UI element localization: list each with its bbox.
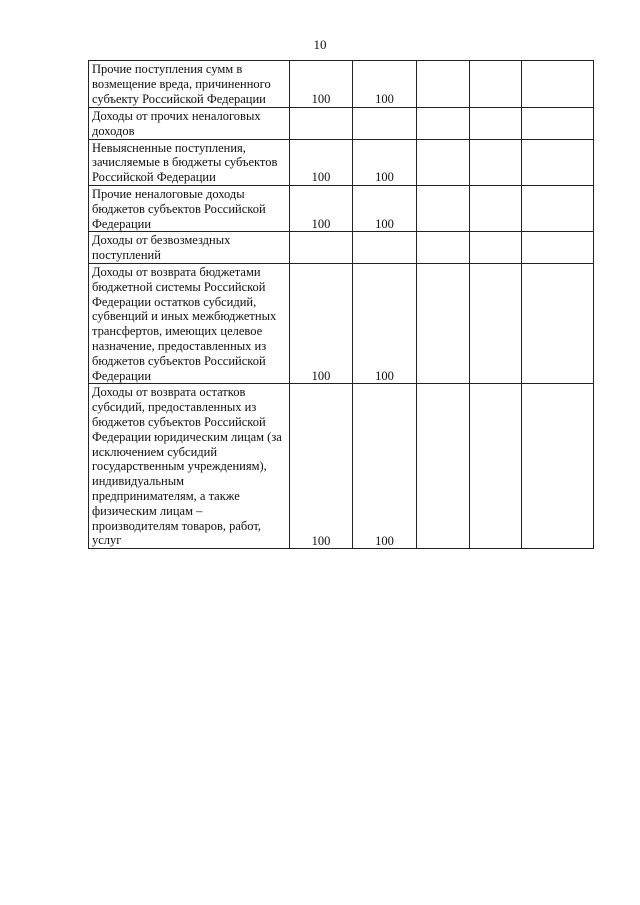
row-value: 100	[353, 185, 417, 231]
row-value	[290, 232, 353, 264]
row-value	[470, 61, 522, 108]
row-value	[470, 232, 522, 264]
row-name: Прочие неналоговые доходы бюджетов субъектов Российской Федерации	[89, 185, 290, 231]
row-value: 100	[290, 139, 353, 185]
row-value	[522, 232, 594, 264]
row-value	[522, 384, 594, 549]
row-value: 100	[290, 384, 353, 549]
row-value	[417, 263, 470, 383]
table-row	[89, 185, 594, 231]
row-value	[290, 108, 353, 140]
row-value	[522, 108, 594, 140]
row-value: 100	[290, 61, 353, 108]
row-value: 100	[353, 61, 417, 108]
row-value: 100	[353, 384, 417, 549]
row-value	[417, 185, 470, 231]
row-name: Прочие поступления сумм в возмещение вреда, причиненного субъекту Российской Федерации	[89, 61, 290, 108]
row-value	[522, 185, 594, 231]
row-value: 100	[353, 263, 417, 383]
table-row	[89, 139, 594, 185]
row-value	[522, 61, 594, 108]
row-value	[417, 61, 470, 108]
row-value: 100	[290, 263, 353, 383]
row-name: Доходы от возврата бюджетами бюджетной системы Российской Федерации остатков субсидий, субвенций и иных межбюджетных трансфертов, имеющих целевое назначение, предоставленных из бюджетов субъектов Российской Федерации	[89, 263, 290, 383]
row-name: Доходы от возврата остатков субсидий, предоставленных из бюджетов субъектов Российской Федерации юридическим лицам (за исключением субсидий государственным учреждениям), индивидуальным предпринимателям, а также физическим лицам – производителям товаров, работ, услуг	[89, 384, 290, 549]
row-value	[417, 384, 470, 549]
table-row	[89, 384, 594, 549]
row-name: Невыясненные поступления, зачисляемые в бюджеты субъектов Российской Федерации	[89, 139, 290, 185]
revenue-table	[88, 60, 594, 549]
row-value	[470, 139, 522, 185]
row-value	[522, 139, 594, 185]
row-value	[417, 232, 470, 264]
table-row	[89, 108, 594, 140]
row-value: 100	[290, 185, 353, 231]
row-value	[470, 263, 522, 383]
row-value	[417, 139, 470, 185]
row-value	[353, 232, 417, 264]
page-number: 10	[313, 37, 327, 52]
table-row	[89, 263, 594, 383]
row-value	[470, 108, 522, 140]
row-value	[470, 384, 522, 549]
row-value	[417, 108, 470, 140]
table-row	[89, 61, 594, 108]
row-value: 100	[353, 139, 417, 185]
table-row	[89, 232, 594, 264]
row-value	[522, 263, 594, 383]
row-name: Доходы от прочих неналоговых доходов	[89, 108, 290, 140]
row-value	[470, 185, 522, 231]
row-name: Доходы от безвозмездных поступлений	[89, 232, 290, 264]
row-value	[353, 108, 417, 140]
